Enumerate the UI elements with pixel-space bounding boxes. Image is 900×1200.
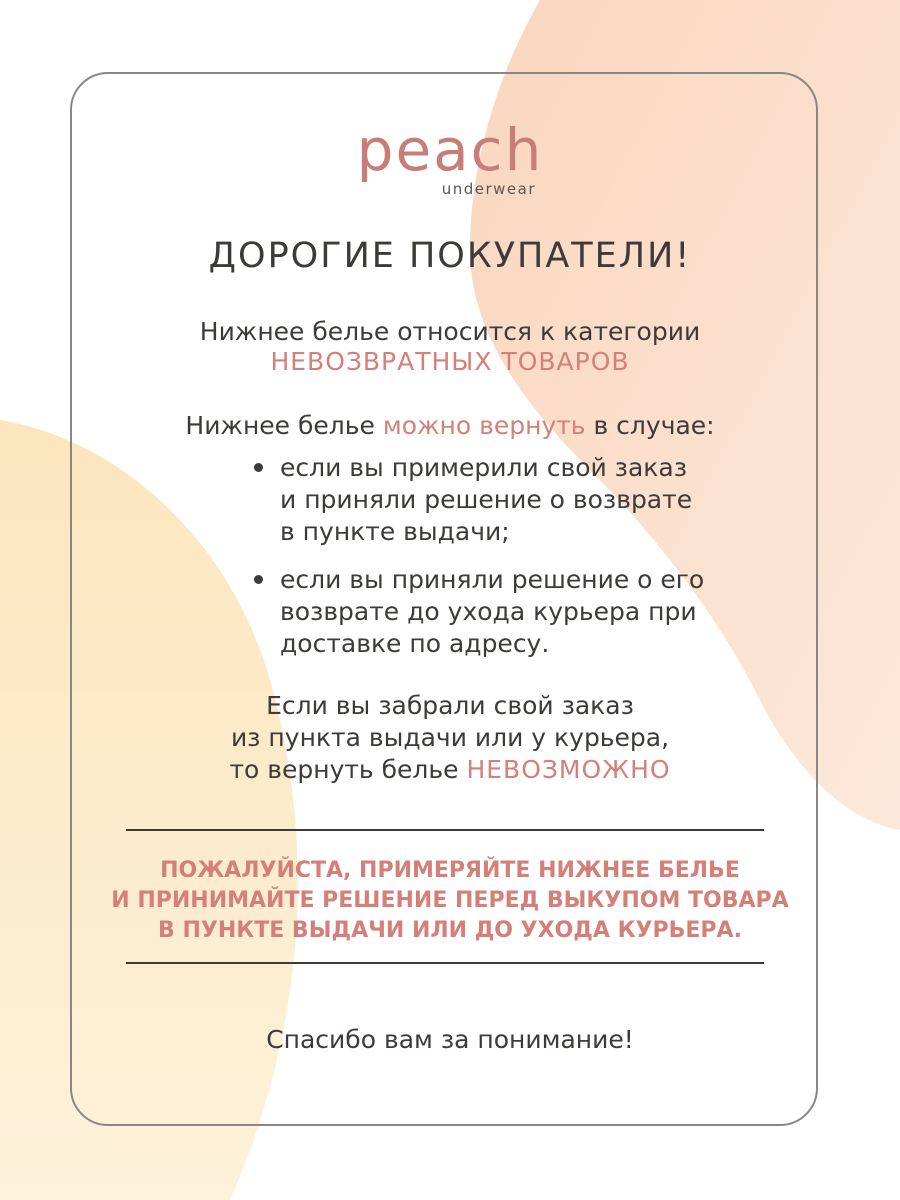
intro-line-1: Нижнее белье относится к категории xyxy=(199,317,701,346)
notice-line: В ПУНКТЕ ВЫДАЧИ ИЛИ ДО УХОДА КУРЬЕРА. xyxy=(158,918,742,943)
thanks-message: Спасибо вам за понимание! xyxy=(266,1025,634,1054)
brand-name: peach xyxy=(356,116,544,184)
list-item xyxy=(252,564,772,660)
bullet-line: в пункте выдачи; xyxy=(280,517,510,546)
return-case-after: в случае: xyxy=(585,411,715,440)
list-item xyxy=(252,452,772,548)
divider-top xyxy=(126,829,764,831)
notice-line: И ПРИНИМАЙТЕ РЕШЕНИЕ ПЕРЕД ВЫКУПОМ ТОВАРА xyxy=(111,888,789,913)
page-title: ДОРОГИЕ ПОКУПАТЕЛИ! xyxy=(208,236,692,276)
bullet-dot-icon xyxy=(254,463,263,472)
picked-up-line-3-accent: НЕВОЗМОЖНО xyxy=(466,755,671,784)
bullet-dot-icon xyxy=(254,575,263,584)
return-case-before: Нижнее белье xyxy=(185,411,383,440)
return-case-heading xyxy=(0,410,900,442)
bullet-line: если вы приняли решение о его xyxy=(280,565,705,594)
notice-line: ПОЖАЛУЙСТА, ПРИМЕРЯЙТЕ НИЖНЕЕ БЕЛЬЕ xyxy=(160,858,740,883)
brand-logo xyxy=(0,116,900,184)
picked-up-line-3 xyxy=(0,754,900,786)
return-case-accent: можно вернуть xyxy=(382,411,586,440)
divider-bottom xyxy=(126,962,764,964)
notice-block xyxy=(0,856,900,946)
picked-up-line-3-before: то вернуть белье xyxy=(229,755,467,784)
picked-up-line-1: Если вы забрали свой заказ xyxy=(266,691,634,720)
bullet-line: если вы примерили свой заказ xyxy=(280,453,688,482)
return-conditions-list xyxy=(252,452,772,676)
intro-line-2-accent: НЕВОЗВРАТНЫХ ТОВАРОВ xyxy=(270,347,630,376)
bullet-line: возврате до ухода курьера при xyxy=(280,597,697,626)
bullet-line: доставке по адресу. xyxy=(280,629,550,658)
brand-tagline: underwear xyxy=(441,180,536,198)
picked-up-line-2: из пункта выдачи или у курьера, xyxy=(230,723,670,752)
bullet-line: и приняли решение о возврате xyxy=(280,485,693,514)
